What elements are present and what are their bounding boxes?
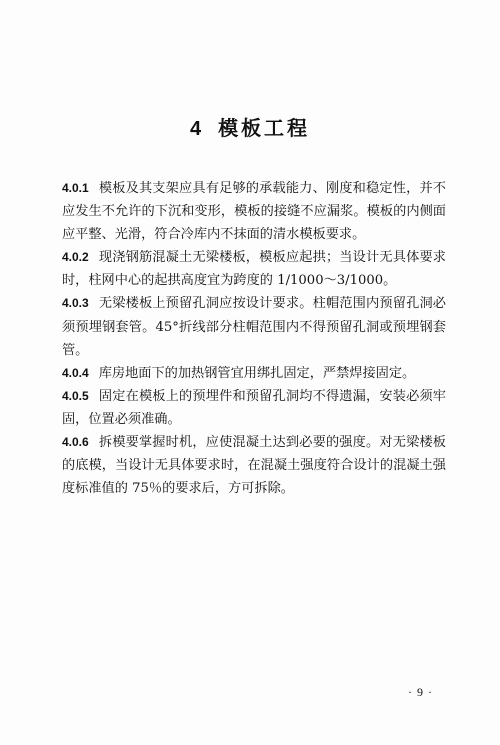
- chapter-heading: [0, 112, 500, 141]
- clause-number: 4.0.5: [62, 388, 89, 403]
- clause-list: [62, 177, 446, 500]
- clause-number: 4.0.3: [62, 296, 89, 311]
- clause-text: 无梁楼板上预留孔洞应按设计要求。柱帽范围内预留孔洞必须预埋钢套管。45°折线部分柱帽范围内不得预留孔洞或预埋钢套管。: [62, 296, 446, 358]
- clause-number: 4.0.2: [62, 250, 89, 265]
- clause-number: 4.0.6: [62, 435, 89, 450]
- clause-4-0-3: [62, 292, 446, 361]
- clause-text: 固定在模板上的预埋件和预留孔洞均不得遗漏，安装必须牢固，位置必须准确。: [62, 388, 446, 427]
- clause-4-0-2: [62, 246, 446, 292]
- clause-number: 4.0.1: [62, 181, 89, 195]
- clause-4-0-6: [62, 431, 446, 500]
- clause-4-0-5: [62, 385, 446, 431]
- page-number: · 9 ·: [408, 685, 433, 699]
- clause-text: 模板及其支架应具有足够的承载能力、刚度和稳定性，并不应发生不允许的下沉和变形，模板的接缝不应漏浆。模板的内侧面应平整、光滑，符合冷库内不抹面的清水模板要求。: [62, 181, 446, 243]
- chapter-number: 4: [189, 118, 205, 140]
- clause-4-0-4: [62, 362, 446, 385]
- clause-number: 4.0.4: [62, 365, 89, 380]
- clause-text: 库房地面下的加热钢管宜用绑扎固定，严禁焊接固定。: [98, 365, 416, 381]
- clause-text: 现浇钢筋混凝土无梁楼板，模板应起拱；当设计无具体要求时，柱网中心的起拱高度宜为跨度的 1/1000～3/1000。: [62, 250, 446, 289]
- chapter-title-text: 模板工程: [218, 116, 311, 140]
- clause-4-0-1: [62, 177, 446, 246]
- clause-text: 拆模要掌握时机，应使混凝土达到必要的强度。对无梁楼板的底模，当设计无具体要求时，在混凝土强度符合设计的混凝土强度标准值的 75％的要求后，方可拆除。: [62, 435, 446, 497]
